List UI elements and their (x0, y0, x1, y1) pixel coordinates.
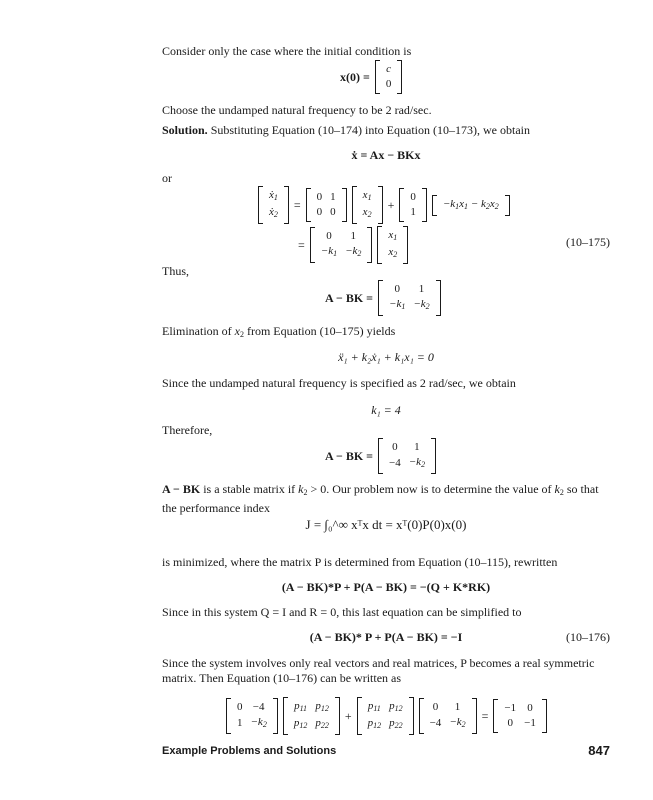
matrix-Kx: $-k_1x_1 - k_2x_2$ (432, 195, 510, 216)
footer-section-title: Example Problems and Solutions (162, 745, 337, 757)
matrix-x: $x_1$ $x_2$ (352, 186, 383, 224)
solution-text: Substituting Equation (10–174) into Equation (10–173), we obtain (210, 123, 530, 137)
matrix-x-2: $x_1$ $x_2$ (377, 226, 408, 264)
matrix-neg-identity: −1 0 0 −1 (493, 699, 546, 733)
equation-abk-numeric (325, 438, 436, 474)
text-therefore: Therefore, (162, 423, 213, 437)
matrix-B: 0 1 (399, 188, 427, 222)
equation-state-expanded: ẋ$_1$ ẋ$_2$ = 0 1 0 0 $x_1$ $x_2$ + 0 1 $-k_1x_1 - k_2x_2$ (258, 186, 510, 224)
matrix-P-1: $p_{11}$ $p_{12}$ $p_{12}$ $p_{22}$ (283, 697, 340, 735)
text-or: or (162, 171, 172, 185)
equation-state-closed: = 0 1 $-k_1$ $-k_2$ $x_1$ $x_2$ (298, 226, 408, 264)
equation-abk (325, 280, 441, 316)
text-thus: Thus, (162, 264, 189, 278)
matrix-abk: 0 1 $-k_1$ $-k_2$ (378, 280, 441, 316)
equation-xdot: ẋ = Ax − BKx (351, 148, 421, 162)
matrix-A: 0 1 0 0 (306, 188, 347, 222)
matrix-P-2: $p_{11}$ $p_{12}$ $p_{12}$ $p_{22}$ (357, 697, 414, 735)
paragraph-stable: A − BK is a stable matrix if $k_2 > 0$. Our problem now is to determine the value of $k_2$ so that the performance index (162, 482, 599, 515)
equation-label-175: (10–175) (566, 235, 610, 249)
paragraph-symmetric: Since the system involves only real vectors and real matrices, P becomes a real symmetric matrix. Then Equation (10–176) can be written as (162, 656, 595, 685)
matrix-c0: c 0 (375, 60, 403, 94)
equation-lyapunov-expanded: 0 −4 1 $-k_2$ $p_{11}$ $p_{12}$ $p_{12}$ $p_{22}$ + $p_{11}$ $p_{12}$ $p_{12}$ $p_{22}$ 0 1 −4 $-k_2$ = −1 0 0 −1 (226, 697, 547, 735)
equation-initial-condition (340, 60, 402, 94)
matrix-abk-numeric: 0 1 −4 $-k_2$ (378, 438, 436, 474)
equation-label-176: (10–176) (566, 630, 610, 644)
eq-abk-lhs: A − BK = (325, 290, 374, 305)
equation-elimination: ẍ₁ + k₂ẋ₁ + k₁x₁ = 0 (338, 350, 434, 364)
paragraph-minimized: is minimized, where the matrix P is determined from Equation (10–115), rewritten (162, 555, 558, 569)
solution-label: Solution. (162, 123, 208, 137)
matrix-xdot: ẋ$_1$ ẋ$_2$ (258, 186, 289, 224)
matrix-abk-transpose: 0 −4 1 $-k_2$ (226, 698, 278, 734)
page-number: 847 (588, 743, 610, 758)
matrix-closed-loop: 0 1 $-k_1$ $-k_2$ (310, 227, 373, 263)
eq-x0-lhs: x(0) = (340, 69, 370, 84)
paragraph-simplified: Since in this system Q = I and R = 0, this last equation can be simplified to (162, 605, 522, 619)
paragraph-elimination: Elimination of $x_2$ from Equation (10–175) yields (162, 324, 396, 339)
equation-riccati: (A − BK)*P + P(A − BK) = −(Q + K*RK) (281, 580, 491, 594)
eq-abk-lhs-2: A − BK = (325, 448, 374, 463)
paragraph-initial-condition: Consider only the case where the initial condition is (162, 44, 412, 58)
matrix-abk-3: 0 1 −4 $-k_2$ (419, 698, 477, 734)
paragraph-solution (162, 123, 530, 137)
equation-176: (A − BK)* P + P(A − BK) = −I (309, 630, 463, 644)
paragraph-frequency: Choose the undamped natural frequency to be 2 rad/sec. (162, 103, 432, 117)
paragraph-specified: Since the undamped natural frequency is specified as 2 rad/sec, we obtain (162, 376, 516, 390)
equation-performance-index: J = ∫₀^∞ xᵀx dt = xᵀ(0)P(0)x(0) (305, 517, 467, 532)
equation-k1: k₁ = 4 (371, 403, 401, 417)
